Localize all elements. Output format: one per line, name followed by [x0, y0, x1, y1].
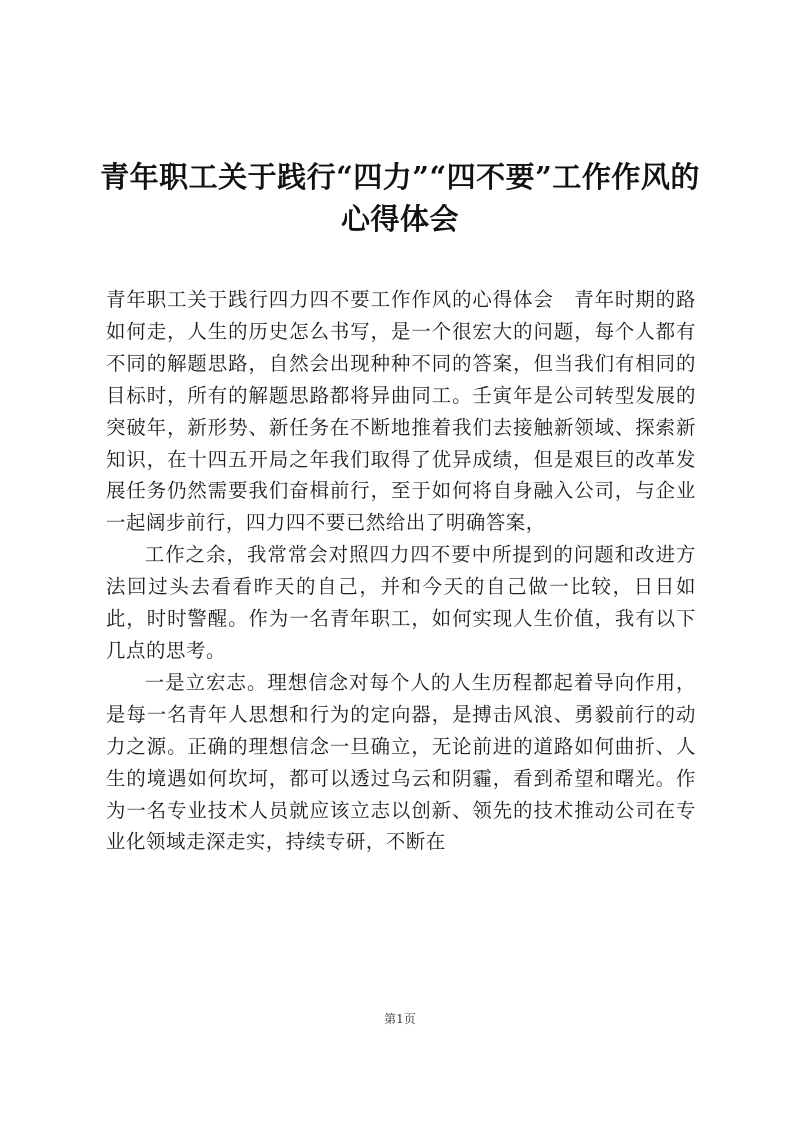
paragraph-2: 工作之余，我常常会对照四力四不要中所提到的问题和改进方法回过头去看看昨天的自己，并和今天的自己做一比较，日日如此，时时警醒。作为一名青年职工，如何实现人生价值，我有以下几点的思考。 — [106, 543, 696, 662]
page-number: 第1页 — [384, 1012, 416, 1026]
document-title: 青年职工关于践行“四力”“四不要”工作作风的心得体会 — [100, 160, 700, 236]
paragraph-1: 青年职工关于践行四力四不要工作作风的心得体会 青年时期的路如何走，人生的历史怎么书写，是一个很宏大的问题，每个人都有不同的解题思路，自然会出现种种不同的答案，但当我们有相同的目标时，所有的解题思路都将异曲同工。壬寅年是公司转型发展的突破年，新形势、新任务在不断地推着我们去接触新领域、探索新知识，在十四五开局之年我们取得了优异成绩，但是艰巨的改革发展任务仍然需要我们奋楫前行，至于如何将自身融入公司，与企业一起阔步前行，四力四不要已然给出了明确答案， — [106, 288, 696, 535]
paragraph-3: 一是立宏志。理想信念对每个人的人生历程都起着导向作用，是每一名青年人思想和行为的定向器，是搏击风浪、勇毅前行的动力之源。正确的理想信念一旦确立，无论前进的道路如何曲折、人生的境遇如何坎坷，都可以透过乌云和阴霾，看到希望和曙光。作为一名专业技术人员就应该立志以创新、领先的技术推动公司在专业化领域走深走实，持续专研，不断在 — [106, 670, 696, 854]
document-body — [106, 284, 696, 858]
